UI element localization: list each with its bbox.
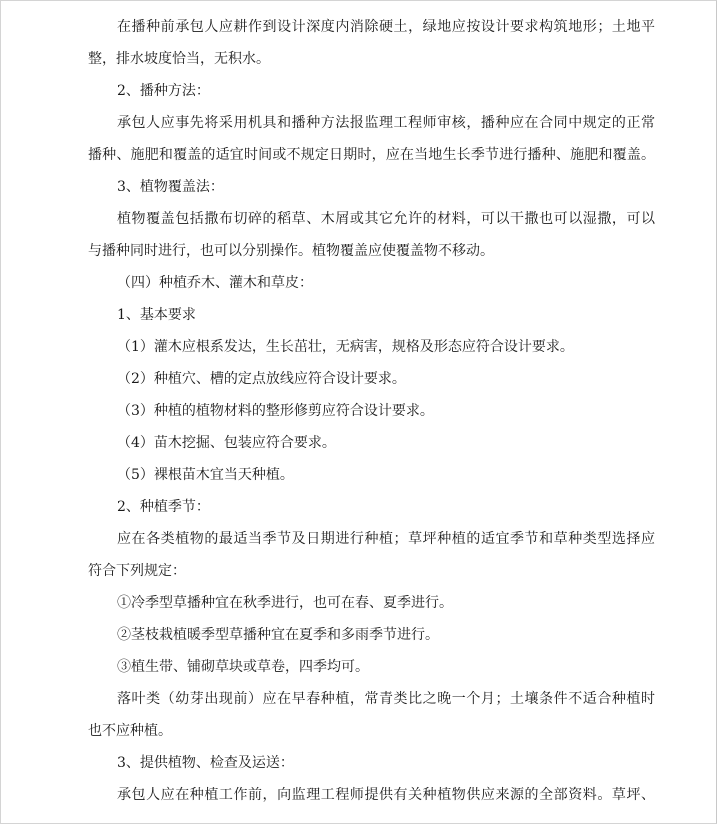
- text-line: 与播种同时进行，也可以分别操作。植物覆盖应使覆盖物不移动。: [88, 243, 494, 259]
- text-line: （1）灌木应根系发达，生长茁壮，无病害，规格及形态应符合设计要求。: [117, 339, 574, 355]
- text-line: 承包人应事先将采用机具和播种方法报监理工程师审核，播种应在合同中规定的正常: [117, 115, 655, 131]
- text-line: 承包人应在种植工作前，向监理工程师提供有关种植物供应来源的全部资料。草坪、: [117, 787, 655, 803]
- document-body: [88, 11, 655, 811]
- text-line: ①冷季型草播种宜在秋季进行，也可在春、夏季进行。: [117, 595, 453, 611]
- text-line: 3、提供植物、检查及运送：: [117, 755, 294, 771]
- text-line: 1、基本要求: [117, 307, 196, 323]
- text-line: ②茎枝栽植暖季型草播种宜在夏季和多雨季节进行。: [117, 627, 439, 643]
- text-line: ③植生带、铺砌草块或草卷，四季均可。: [117, 659, 369, 675]
- text-line: 播种、施肥和覆盖的适宜时间或不规定日期时，应在当地生长季节进行播种、施肥和覆盖。: [88, 147, 655, 163]
- text-line: 在播种前承包人应耕作到设计深度内消除硬土，绿地应按设计要求构筑地形；土地平: [117, 19, 655, 35]
- text-line: 2、播种方法：: [117, 83, 210, 99]
- text-line: 落叶类（幼芽出现前）应在早春种植，常青类比之晚一个月；土壤条件不适合种植时: [117, 691, 655, 707]
- text-line: （5）裸根苗木宜当天种植。: [117, 467, 294, 483]
- text-line: （3）种植的植物材料的整形修剪应符合设计要求。: [117, 403, 434, 419]
- text-line: 符合下列规定：: [88, 563, 186, 579]
- text-line: 植物覆盖包括撒布切碎的稻草、木屑或其它允许的材料，可以干撒也可以湿撒，可以: [117, 211, 655, 227]
- text-line: 3、植物覆盖法：: [117, 179, 224, 195]
- text-line: （2）种植穴、槽的定点放线应符合设计要求。: [117, 371, 406, 387]
- text-line: 应在各类植物的最适当季节及日期进行种植；草坪种植的适宜季节和草种类型选择应: [117, 531, 655, 547]
- text-line: （4）苗木挖掘、包装应符合要求。: [117, 435, 336, 451]
- text-line: 2、种植季节：: [117, 499, 210, 515]
- text-line: 也不应种植。: [88, 723, 172, 739]
- text-line: （四）种植乔木、灌木和草皮：: [117, 275, 313, 291]
- text-line: 整，排水坡度恰当，无积水。: [88, 51, 270, 67]
